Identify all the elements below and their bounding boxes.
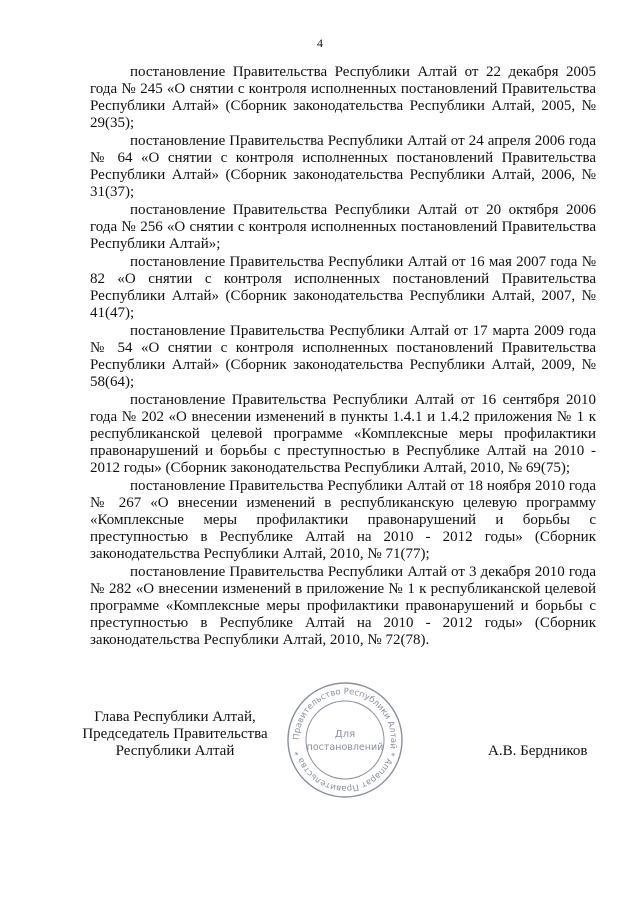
paragraph-6: постановление Правительства Республики Алтай от 16 сентября 2010 года № 202 «О внесении изменений в пункты 1.4.1 и 1.4.2 приложения № 1 к республиканской целевой программе «Комплексные меры профилактики правонарушений и борьбы с преступностью в Республике Алтай на 2010 - 2012 годы» (Сборник законодательства Республики Алтай, 2010, № 69(75); xyxy=(90,392,596,476)
signatory-title xyxy=(80,709,270,760)
page-number: 4 xyxy=(317,36,323,50)
seal-graphic xyxy=(285,680,405,800)
signatory-name: А.В. Бердников xyxy=(488,743,588,759)
paragraph-8: постановление Правительства Республики Алтай от 3 декабря 2010 года № 282 «О внесении изменений в приложение № 1 к республиканской целевой программе «Комплексные меры профилактики правонарушений и борьбы с преступностью в Республике Алтай на 2010 - 2012 годы» (Сборник законодательства Республики Алтай, 2010, № 72(78). xyxy=(90,564,596,648)
document-body xyxy=(90,64,596,650)
seal-center-line-2: постановлений xyxy=(306,742,384,753)
signatory-title-line-3: Республики Алтай xyxy=(115,743,235,759)
seal-center-line-1: Для xyxy=(334,729,356,740)
signatory-title-line-2: Председатель Правительства xyxy=(82,726,268,742)
signatory-title-line-1: Глава Республики Алтай, xyxy=(94,709,256,725)
paragraph-3: постановление Правительства Республики Алтай от 20 октября 2006 года № 256 «О снятии с контроля исполненных постановлений Правительства Республики Алтай»; xyxy=(90,202,596,252)
seal-inner-ring xyxy=(306,701,384,779)
paragraph-5: постановление Правительства Республики Алтай от 17 марта 2009 года № 54 «О снятии с контроля исполненных постановлений Правительства Республики Алтай» (Сборник законодательства Республики Алтай, 2009, № 58(64); xyxy=(90,323,596,390)
paragraph-1: постановление Правительства Республики Алтай от 22 декабря 2005 года № 245 «О снятии с контроля исполненных постановлений Правительства Республики Алтай» (Сборник законодательства Республики Алтай, 2005, № 29(35); xyxy=(90,64,596,131)
paragraph-4: постановление Правительства Республики Алтай от 16 мая 2007 года № 82 «О снятии с контроля исполненных постановлений Правительства Республики Алтай» (Сборник законодательства Республики Алтай, 2007, № 41(47); xyxy=(90,254,596,321)
official-seal xyxy=(285,680,405,800)
seal-ring-text: Правительство Республики Алтай * Аппарат Правительства * xyxy=(291,686,399,794)
paragraph-2: постановление Правительства Республики Алтай от 24 апреля 2006 года № 64 «О снятии с контроля исполненных постановлений Правительства Республики Алтай» (Сборник законодательства Республики Алтай, 2006, № 31(37); xyxy=(90,133,596,200)
paragraph-7: постановление Правительства Республики Алтай от 18 ноября 2010 года № 267 «О внесении изменений в республиканскую целевую программу «Комплексные меры профилактики правонарушений и борьбы с преступностью в Республике Алтай на 2010 - 2012 годы» (Сборник законодательства Республики Алтай, 2010, № 71(77); xyxy=(90,478,596,562)
seal-outer-ring xyxy=(288,683,402,797)
